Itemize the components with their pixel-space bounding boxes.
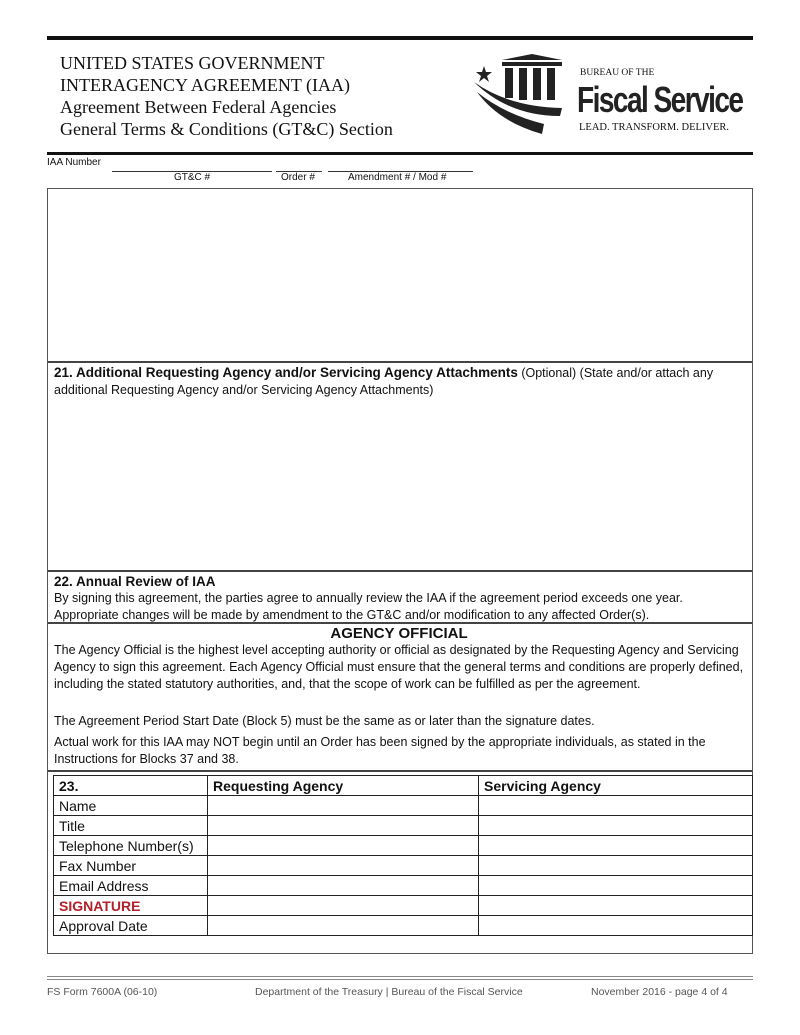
footer-rule <box>47 979 753 980</box>
requesting-fax-field[interactable] <box>208 856 479 876</box>
continuation-text-area[interactable] <box>48 189 752 361</box>
divider <box>48 361 752 363</box>
logo-name: Fiscal Service <box>577 79 743 120</box>
divider <box>48 770 752 772</box>
attachments-text-area[interactable] <box>48 401 752 569</box>
servicing-date-field[interactable] <box>479 916 753 936</box>
section-21-title: 21. Additional Requesting Agency and/or Servicing Agency Attachments <box>54 365 518 380</box>
servicing-email-field[interactable] <box>479 876 753 896</box>
header-requesting-agency: Requesting Agency <box>208 776 479 796</box>
top-rule <box>47 36 753 40</box>
iaa-number-label: IAA Number <box>47 157 101 168</box>
servicing-name-field[interactable] <box>479 796 753 816</box>
footer-form: FS Form 7600A (06-10) <box>47 986 158 998</box>
row-label: Email Address <box>54 876 208 896</box>
gtc-label: GT&C # <box>174 172 211 183</box>
header-block-number: 23. <box>54 776 208 796</box>
servicing-fax-field[interactable] <box>479 856 753 876</box>
section-21-heading <box>54 364 744 399</box>
requesting-signature-field[interactable] <box>208 896 479 916</box>
table-row <box>54 816 753 836</box>
servicing-phone-field[interactable] <box>479 836 753 856</box>
servicing-signature-field[interactable] <box>479 896 753 916</box>
requesting-date-field[interactable] <box>208 916 479 936</box>
section-22-body: By signing this agreement, the parties agree to annually review the IAA if the agreement period exceeds one year. Appropriate changes will be made by amendment to the GT&C and/or modification to any affected Order(s). <box>54 591 683 622</box>
footer-rule <box>47 976 753 977</box>
treasury-building-icon <box>474 52 574 136</box>
header-servicing-agency: Servicing Agency <box>479 776 753 796</box>
table-header-row <box>54 776 753 796</box>
fiscal-service-logo <box>474 52 574 141</box>
logo-bureau: BUREAU OF THE <box>580 68 655 78</box>
title-line-3: Agreement Between Federal Agencies <box>60 97 337 117</box>
row-label: Approval Date <box>54 916 208 936</box>
divider <box>48 622 752 624</box>
row-label: Title <box>54 816 208 836</box>
amendment-label: Amendment # / Mod # <box>348 172 447 183</box>
table-row <box>54 836 753 856</box>
table-row <box>54 856 753 876</box>
requesting-name-field[interactable] <box>208 796 479 816</box>
header-rule <box>47 152 753 155</box>
servicing-title-field[interactable] <box>479 816 753 836</box>
requesting-title-field[interactable] <box>208 816 479 836</box>
title-line-2: INTERAGENCY AGREEMENT (IAA) <box>60 75 350 95</box>
table-row <box>54 916 753 936</box>
footer-page: November 2016 - page 4 of 4 <box>591 986 728 998</box>
agency-official-p2: The Agreement Period Start Date (Block 5) must be the same as or later than the signature dates. <box>54 714 595 728</box>
divider <box>48 570 752 572</box>
row-label: Name <box>54 796 208 816</box>
table-row <box>54 796 753 816</box>
section-21-note: (Optional) (State and/or attach any additional Requesting Agency and/or Servicing Agency Attachments) <box>54 366 714 397</box>
table-row <box>54 896 753 916</box>
signature-label: SIGNATURE <box>54 896 208 916</box>
order-label: Order # <box>281 172 315 183</box>
requesting-phone-field[interactable] <box>208 836 479 856</box>
row-label: Fax Number <box>54 856 208 876</box>
agency-official-p3: Actual work for this IAA may NOT begin until an Order has been signed by the appropriate individuals, as stated in the Instructions for Blocks 37 and 38. <box>54 735 706 766</box>
agency-official-p1: The Agency Official is the highest level accepting authority or official as designated by the Requesting Agency and Servicing Agency to sign this agreement. Each Agency Official must ensure that the general terms and conditions are properly defined, including the stated statutory authorities, and, that the scope of work can be fulfilled as per the agreement. <box>54 643 744 691</box>
row-label: Telephone Number(s) <box>54 836 208 856</box>
table-row <box>54 876 753 896</box>
requesting-email-field[interactable] <box>208 876 479 896</box>
title-line-1: UNITED STATES GOVERNMENT <box>60 53 325 73</box>
agency-official-title: AGENCY OFFICIAL <box>330 625 468 642</box>
footer-department: Department of the Treasury | Bureau of the Fiscal Service <box>255 986 523 998</box>
title-line-4: General Terms & Conditions (GT&C) Section <box>60 119 393 139</box>
logo-tagline: LEAD. TRANSFORM. DELIVER. <box>579 122 730 133</box>
section-22-title: 22. Annual Review of IAA <box>54 574 216 589</box>
signature-table <box>53 775 753 936</box>
